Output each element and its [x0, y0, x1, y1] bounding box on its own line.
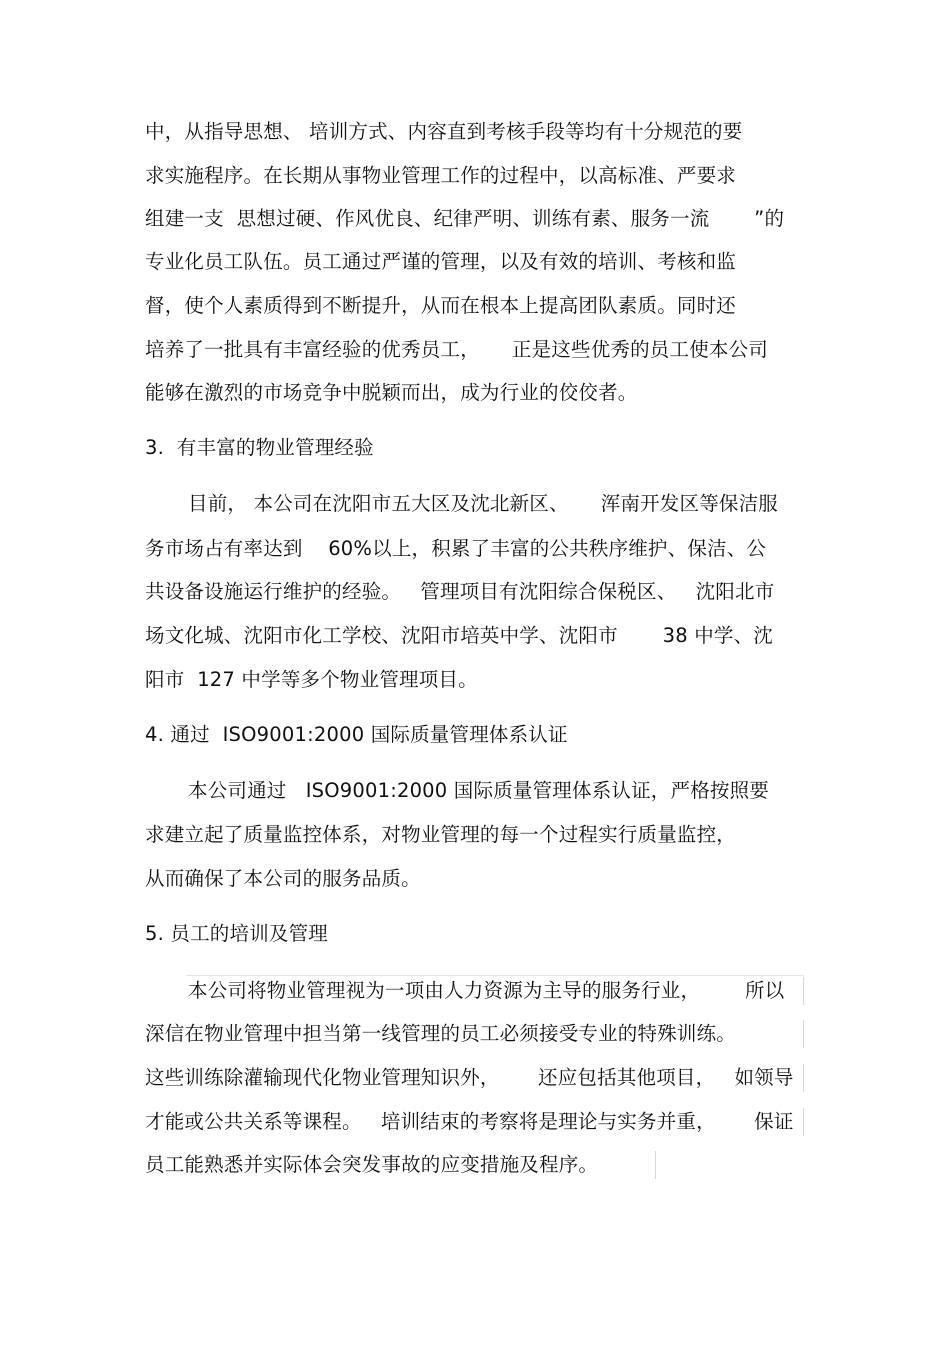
paragraph-line: 从而确保了本公司的服务品质。 [145, 867, 421, 890]
paragraph-line: 本公司将物业管理视为一项由人力资源为主导的服务行业， 所以 [188, 979, 785, 1002]
paragraph-line: 求实施程序。在长期从事物业管理工作的过程中，以高标准、严要求 [145, 164, 737, 187]
frame-edge [803, 1064, 804, 1092]
paragraph-line: 求建立起了质量监控体系，对物业管理的每一个过程实行质量监控， [145, 823, 737, 846]
paragraph-line: 这些训练除灌输现代化物业管理知识外， 还应包括其他项目， 如领导 [145, 1066, 794, 1089]
frame-edge [803, 977, 804, 1005]
paragraph-line: 专业化员工队伍。员工通过严谨的管理，以及有效的培训、考核和监 [145, 250, 737, 273]
section-heading: 4. 通过 ISO9001:2000 国际质量管理体系认证 [145, 723, 568, 746]
paragraph-line: 能够在激烈的市场竞争中脱颖而出，成为行业的佼佼者。 [145, 381, 638, 404]
paragraph-line: 中，从指导思想、 培训方式、内容直到考核手段等均有十分规范的要 [145, 120, 743, 143]
paragraph-line: 场文化城、沈阳市化工学校、沈阳市培英中学、沈阳市 38 中学、沈 [145, 624, 774, 647]
paragraph-line: 组建一支 思想过硬、作风优良、纪律严明、训练有素、服务一流 ”的 [145, 207, 785, 230]
paragraph-line: 务市场占有率达到 60%以上，积累了丰富的公共秩序维护、保洁、公 [145, 537, 767, 560]
frame-edge [655, 1151, 656, 1179]
paragraph-line: 督，使个人素质得到不断提升，从而在根本上提高团队素质。同时还 [145, 294, 737, 317]
paragraph-frame-top [186, 975, 804, 976]
paragraph-line: 员工能熟悉并实际体会突发事故的应变措施及程序。 [145, 1153, 599, 1176]
section-heading: 3. 有丰富的物业管理经验 [145, 436, 374, 459]
paragraph-line: 阳市 127 中学等多个物业管理项目。 [145, 668, 478, 691]
paragraph-line: 培养了一批具有丰富经验的优秀员工， 正是这些优秀的员工使本公司 [145, 338, 768, 361]
paragraph-line: 目前， 本公司在沈阳市五大区及沈北新区、 浑南开发区等保洁服 [188, 492, 778, 515]
paragraph-line: 本公司通过 ISO9001:2000 国际质量管理体系认证，严格按照要 [188, 779, 769, 802]
paragraph-line: 深信在物业管理中担当第一线管理的员工必须接受专业的特殊训练。 [145, 1022, 737, 1045]
paragraph-line: 才能或公共关系等课程。 培训结束的考察将是理论与实务并重， 保证 [145, 1110, 794, 1133]
frame-edge [803, 1108, 804, 1136]
section-heading: 5. 员工的培训及管理 [145, 922, 329, 945]
frame-edge [803, 1020, 804, 1048]
paragraph-line: 共设备设施运行维护的经验。 管理项目有沈阳综合保税区、 沈阳北市 [145, 580, 775, 603]
